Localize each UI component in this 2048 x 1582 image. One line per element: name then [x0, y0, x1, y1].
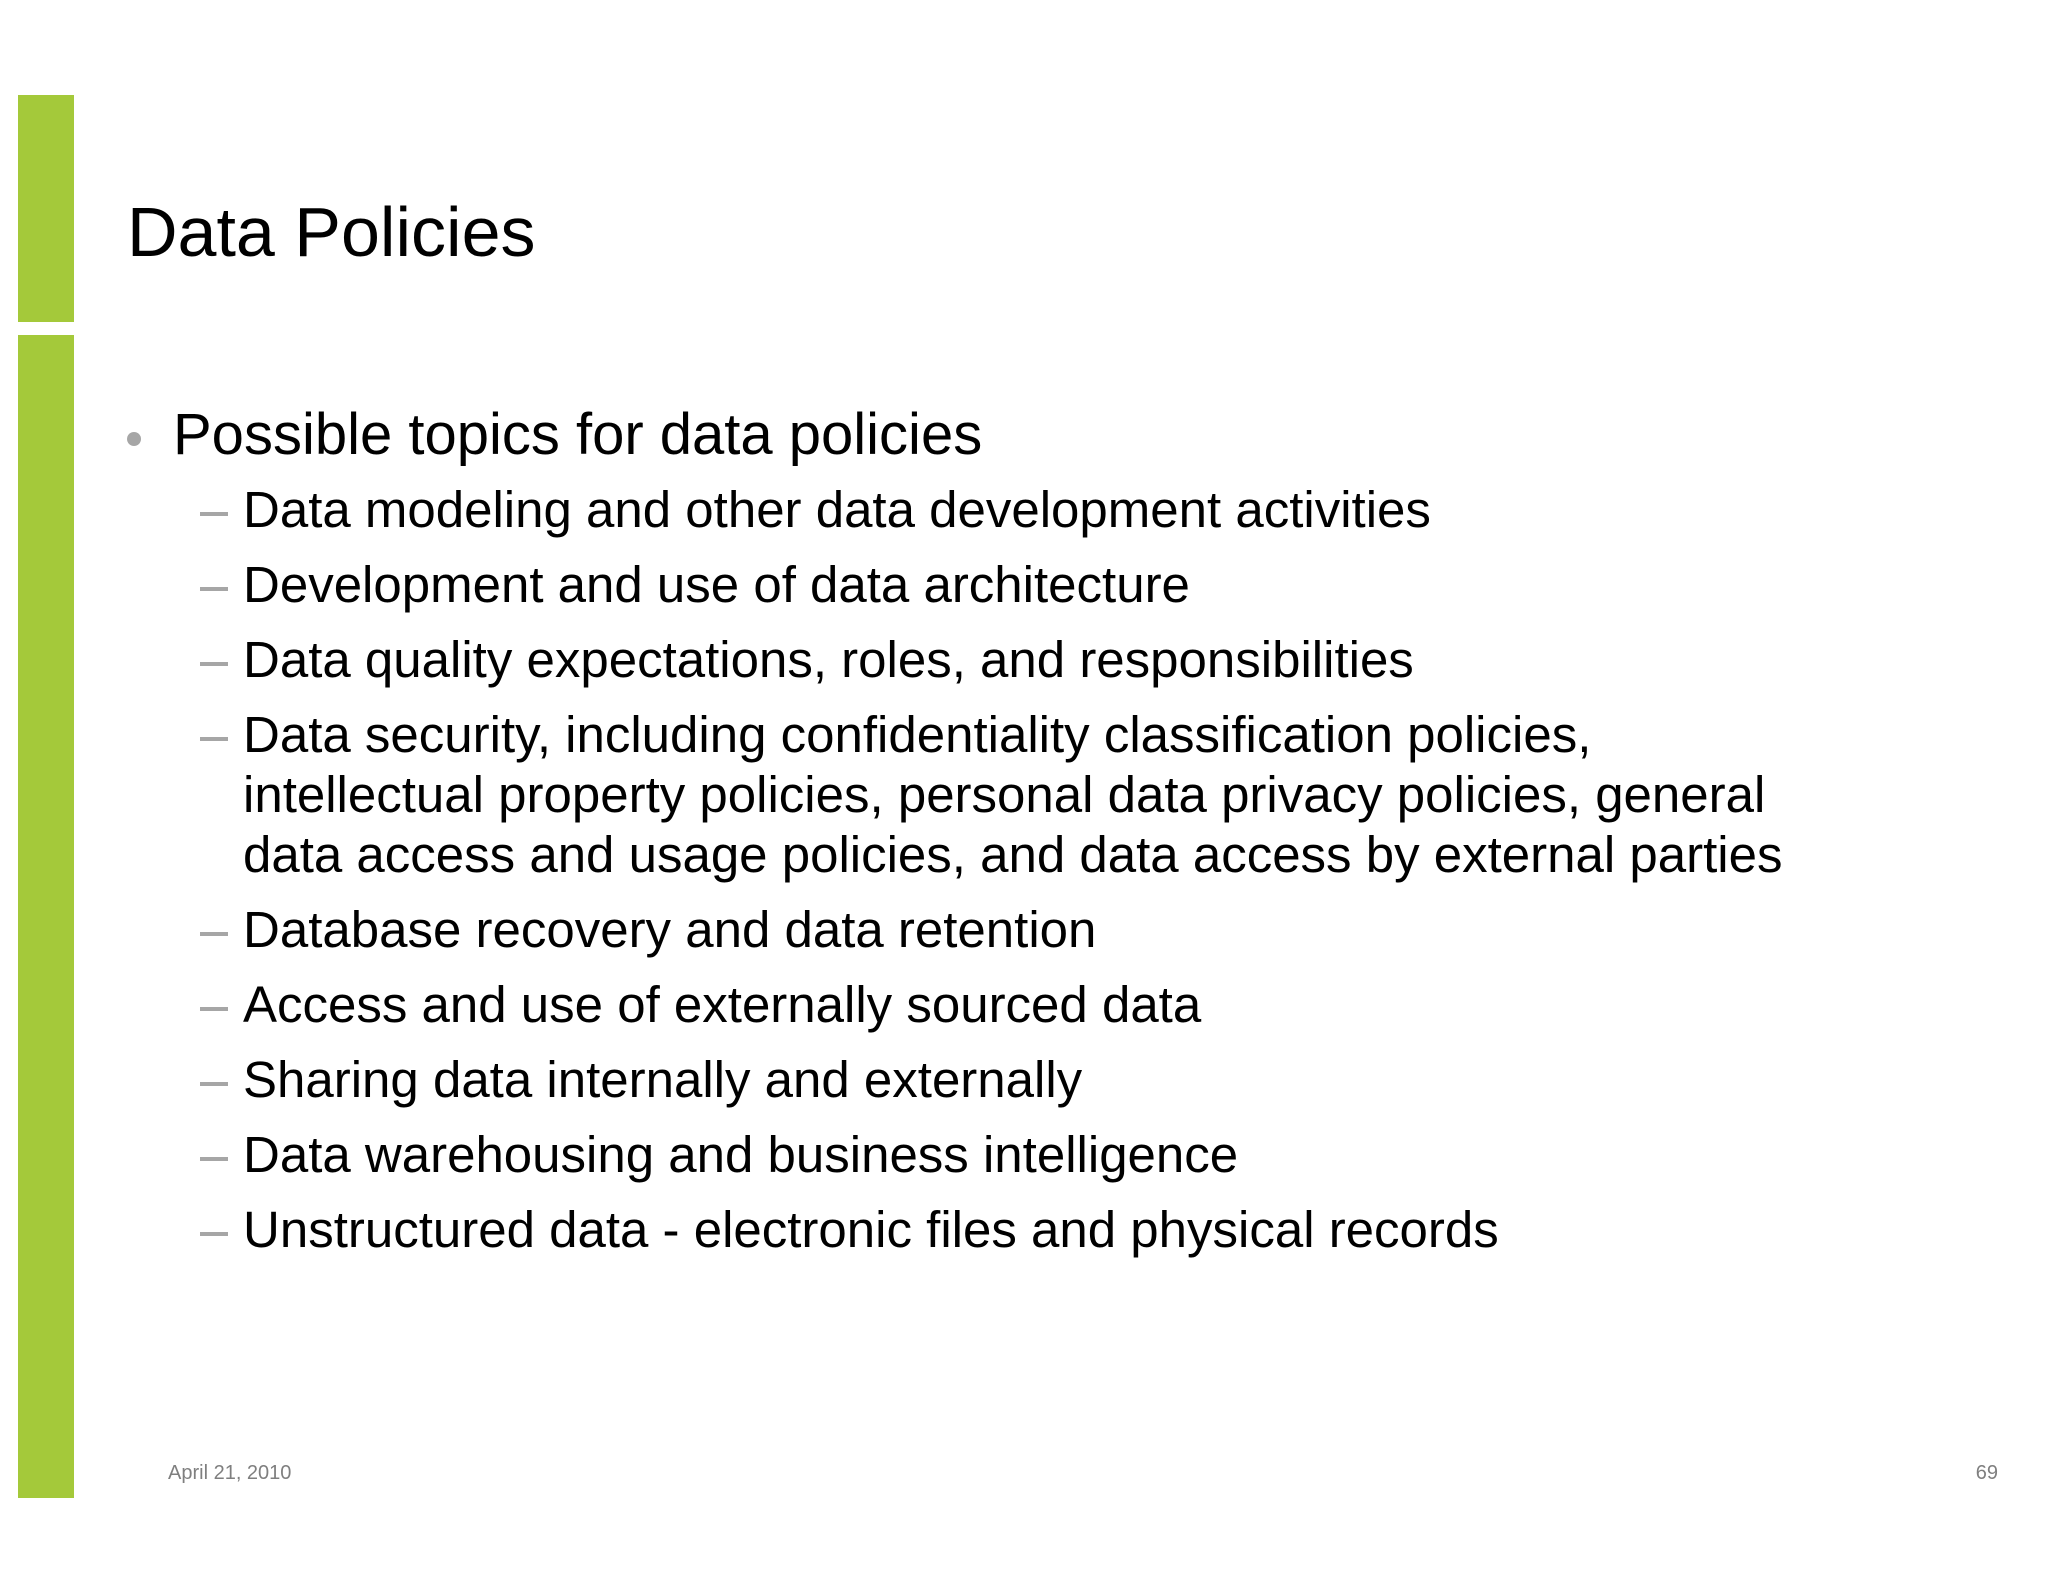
sub-bullet-text: Data quality expectations, roles, and responsibilities: [243, 631, 1414, 688]
dash-icon: [200, 512, 228, 516]
dash-icon: [200, 1007, 228, 1011]
page-number: 69: [1975, 1462, 1998, 1484]
dash-icon: [200, 932, 228, 936]
sub-bullet-item: [200, 630, 1820, 690]
sub-bullet-text: Unstructured data - electronic files and physical records: [243, 1201, 1499, 1258]
sub-bullet-text: Data warehousing and business intelligence: [243, 1126, 1239, 1183]
sub-bullet-text: Access and use of externally sourced data: [243, 976, 1202, 1033]
sub-bullet-item: [200, 975, 1820, 1035]
sub-bullet-item: [200, 1200, 1820, 1260]
sub-bullet-item: [200, 1125, 1820, 1185]
dash-icon: [200, 1232, 228, 1236]
sub-bullet-item: [200, 555, 1820, 615]
sub-bullet-text: Database recovery and data retention: [243, 901, 1097, 958]
dash-icon: [200, 1157, 228, 1161]
accent-bar-bottom: [18, 335, 74, 1498]
sub-bullet-text: Data security, including confidentiality classification policies, intellectual property policies, personal data privacy policies, general data access and usage policies, and data access by external parties: [243, 706, 1783, 883]
sub-bullet-item: [200, 480, 1820, 540]
sub-bullet-item: [200, 705, 1820, 885]
accent-bar-top: [18, 95, 74, 322]
sub-bullet-item: [200, 1050, 1820, 1110]
dash-icon: [200, 1082, 228, 1086]
slide-title: Data Policies: [127, 193, 536, 271]
sub-bullet-list: [200, 480, 1820, 1275]
dash-icon: [200, 662, 228, 666]
dash-icon: [200, 737, 228, 741]
bullet-dot-icon: [127, 432, 141, 446]
main-bullet-text: Possible topics for data policies: [173, 402, 983, 467]
footer-date: April 21, 2010: [168, 1462, 292, 1484]
sub-bullet-text: Data modeling and other data development activities: [243, 481, 1431, 538]
main-bullet: [127, 397, 982, 473]
dash-icon: [200, 587, 228, 591]
sub-bullet-text: Sharing data internally and externally: [243, 1051, 1083, 1108]
sub-bullet-item: [200, 900, 1820, 960]
sub-bullet-text: Development and use of data architecture: [243, 556, 1190, 613]
